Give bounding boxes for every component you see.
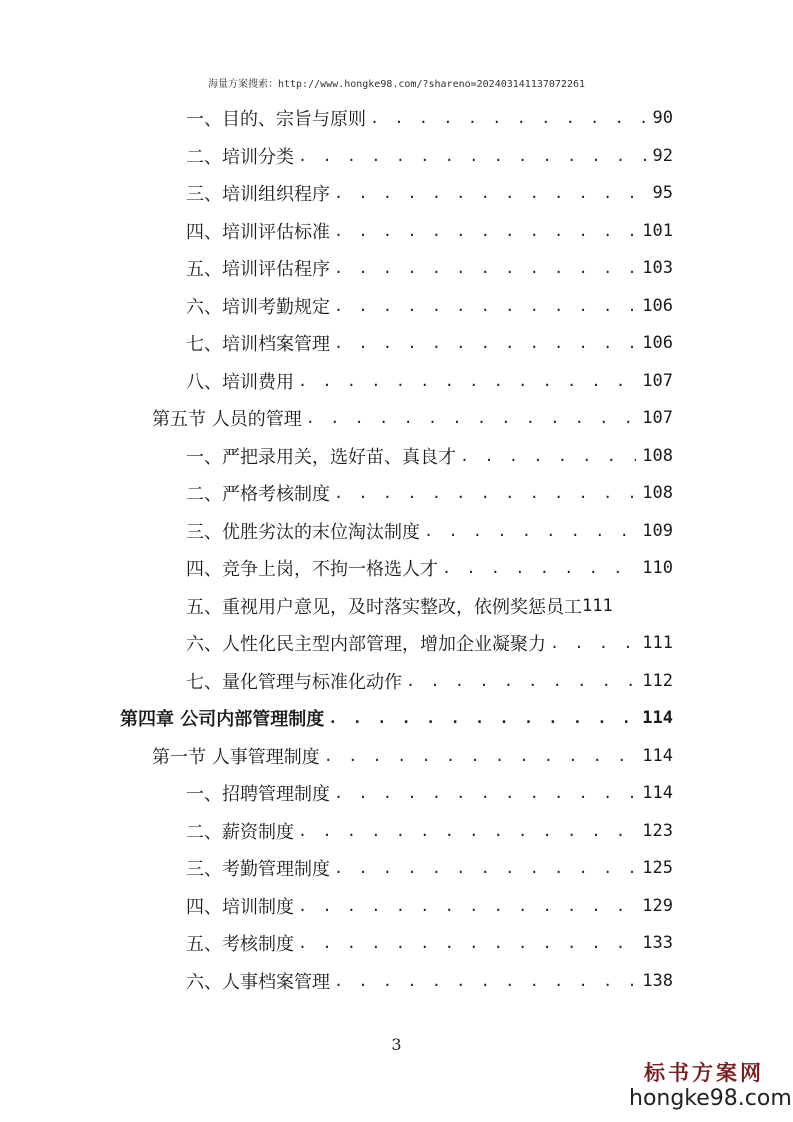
toc-entry[interactable] — [186, 964, 673, 998]
header-source-url: 海量方案搜索：http://www.hongke98.com/?shareno=202403141137072261 — [207, 79, 586, 90]
toc-leader-dots — [298, 147, 647, 165]
toc-entry-title: 第五节 人员的管理 — [152, 409, 302, 430]
toc-entry-page: 110 — [642, 558, 673, 578]
toc-entry-title: 一、招聘管理制度 — [186, 784, 330, 805]
toc-entry-title: 一、目的、宗旨与原则 — [186, 109, 366, 130]
toc-entry-page: 114 — [642, 783, 673, 803]
toc-entry-title: 五、重视用户意见，及时落实整改，依例奖惩员工 — [186, 596, 582, 618]
toc-entry-page: 90 — [652, 108, 673, 128]
toc-entry-page: 107 — [642, 408, 673, 428]
toc-leader-dots — [334, 972, 636, 990]
toc-entry-page: 125 — [642, 858, 673, 878]
toc-entry[interactable] — [186, 326, 673, 360]
toc-entry[interactable] — [186, 514, 673, 548]
toc-entry-title: 二、培训分类 — [186, 146, 294, 168]
toc-entry-page: 108 — [642, 483, 673, 503]
toc-entry-page: 109 — [642, 520, 673, 541]
toc-entry-page: 101 — [642, 220, 673, 241]
toc-entry[interactable] — [186, 101, 673, 135]
toc-entry-page: 95 — [652, 183, 673, 203]
toc-entry-page: 114 — [642, 708, 673, 728]
watermark-brand-domain: hongke98.com — [629, 1086, 792, 1111]
toc-entry[interactable] — [186, 889, 673, 923]
toc-leader-dots — [406, 672, 636, 690]
toc-entry-title: 第四章 公司内部管理制度 — [120, 709, 325, 730]
toc-entry[interactable] — [186, 814, 673, 848]
toc-entry-page: 138 — [642, 970, 673, 991]
toc-entry-page: 106 — [642, 295, 673, 316]
toc-entry-page: 114 — [642, 745, 673, 766]
toc-entry-title: 七、培训档案管理 — [186, 334, 330, 355]
toc-entry[interactable] — [186, 664, 673, 698]
toc-leader-dots — [298, 822, 636, 840]
toc-entry-title: 六、人性化民主型内部管理，增加企业凝聚力 — [186, 634, 546, 655]
toc-entry-title: 八、培训费用 — [186, 371, 294, 393]
toc-entry-title: 四、竞争上岗，不拘一格选人才 — [186, 559, 438, 580]
toc-entry[interactable] — [186, 926, 673, 960]
toc-leader-dots — [334, 259, 636, 277]
toc-leader-dots — [334, 297, 636, 315]
toc-leader-dots — [334, 334, 636, 352]
toc-entry-title: 五、考核制度 — [186, 934, 294, 955]
toc-leader-dots — [334, 184, 647, 202]
toc-entry-title: 五、培训评估程序 — [186, 259, 330, 280]
toc-entry-page: 112 — [642, 670, 673, 691]
page-number: 3 — [391, 1035, 402, 1054]
toc-entry[interactable] — [186, 289, 673, 323]
toc-entry-title: 四、培训制度 — [186, 896, 294, 918]
toc-entry-page: 108 — [642, 445, 673, 466]
toc-entry-title: 二、薪资制度 — [186, 821, 294, 843]
toc-entry[interactable] — [186, 214, 673, 248]
toc-entry[interactable] — [186, 776, 673, 810]
toc-entry[interactable] — [186, 176, 673, 210]
toc-entry-page: 103 — [642, 258, 673, 278]
toc-entry[interactable] — [186, 364, 673, 398]
toc-entry-page: 106 — [642, 333, 673, 353]
toc-entry-title: 七、量化管理与标准化动作 — [186, 671, 402, 693]
toc-entry-title: 四、培训评估标准 — [186, 221, 330, 243]
toc-entry-title: 六、培训考勤规定 — [186, 296, 330, 318]
toc-entry-page: 92 — [652, 145, 673, 166]
toc-section-entry[interactable] — [152, 739, 673, 773]
toc-leader-dots — [370, 109, 647, 127]
watermark-brand-cn: 标书方案网 — [644, 1060, 764, 1085]
toc-entry[interactable] — [186, 476, 673, 510]
toc-entry-page: 123 — [642, 820, 673, 841]
watermark-logo — [629, 1060, 792, 1112]
toc-leader-dots — [298, 934, 636, 952]
toc-entry-page: 111 — [642, 633, 673, 653]
toc-entry[interactable] — [186, 139, 673, 173]
toc-entry[interactable] — [186, 851, 673, 885]
toc-leader-dots — [298, 372, 636, 390]
toc-leader-dots — [298, 897, 636, 915]
toc-entry-title: 三、培训组织程序 — [186, 184, 330, 205]
toc-chapter-entry[interactable] — [120, 701, 673, 735]
toc-entry[interactable] — [186, 439, 673, 473]
toc-entry-page: 129 — [642, 895, 673, 916]
toc-entry[interactable] — [186, 589, 673, 623]
toc-leader-dots — [334, 784, 636, 802]
toc-entry[interactable] — [186, 626, 673, 660]
toc-leader-dots — [306, 409, 637, 427]
toc-entry-title: 三、优胜劣汰的末位淘汰制度 — [186, 521, 420, 543]
toc-entry-page: 111 — [582, 595, 613, 616]
toc-section-entry[interactable] — [152, 401, 673, 435]
toc-leader-dots — [334, 859, 636, 877]
toc-leader-dots — [334, 484, 636, 502]
toc-entry-title: 六、人事档案管理 — [186, 971, 330, 993]
toc-entry-page: 107 — [642, 370, 673, 391]
toc-entry-title: 二、严格考核制度 — [186, 484, 330, 505]
toc-leader-dots — [424, 522, 636, 540]
toc-leader-dots — [334, 222, 636, 240]
toc-entry-title: 三、考勤管理制度 — [186, 859, 330, 880]
toc-entry-page: 133 — [642, 933, 673, 953]
toc-entry[interactable] — [186, 551, 673, 585]
toc-entry-title: 第一节 人事管理制度 — [152, 746, 320, 768]
toc-entry[interactable] — [186, 251, 673, 285]
toc-leader-dots — [460, 447, 636, 465]
toc-entry-title: 一、严把录用关，选好苗、真良才 — [186, 446, 456, 468]
toc-leader-dots — [442, 559, 636, 577]
toc-leader-dots — [328, 709, 636, 727]
toc-leader-dots — [550, 634, 636, 652]
toc-leader-dots — [324, 747, 637, 765]
